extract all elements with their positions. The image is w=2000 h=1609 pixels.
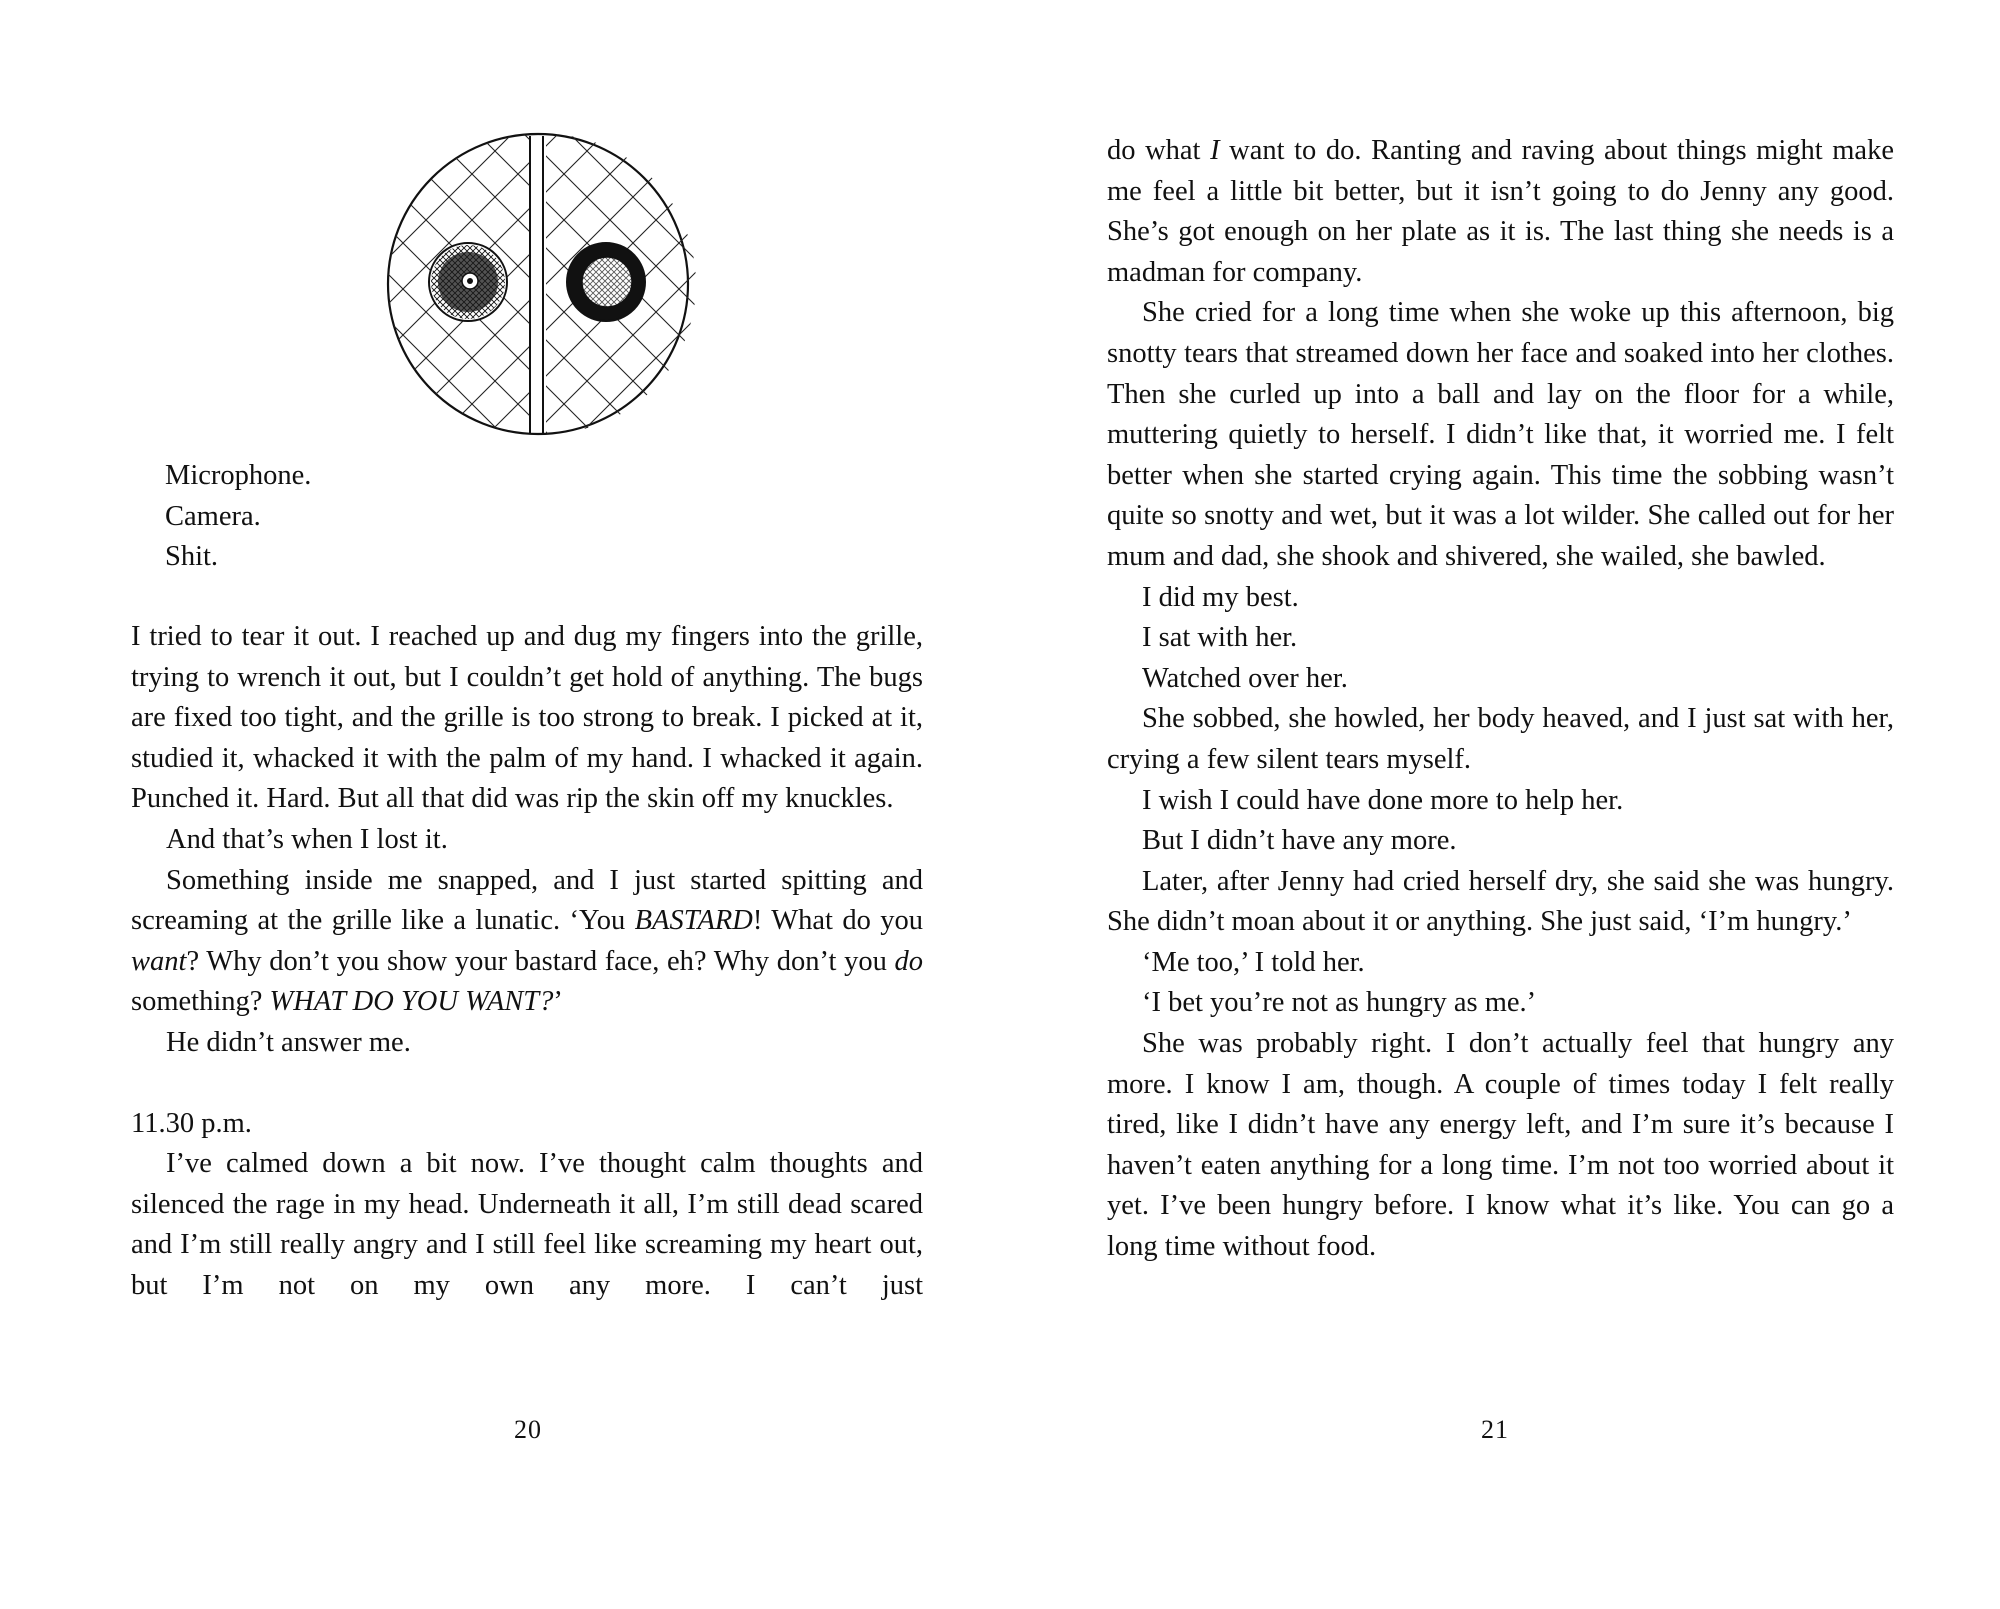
paragraph: I tried to tear it out. I reached up and dug my fingers into the grille, trying to wrench it out, but I couldn’t get hold of anything. The bugs are fixed too tight, and the grille is too strong to break. I picked at it, studied it, whacked it with the palm of my hand. I whacked it again. Punched it. Hard. But all that did was rip the skin off my knuckles. <box>131 621 923 815</box>
right-body-text <box>1107 131 1894 1268</box>
short-line-camera: Camera. <box>165 500 261 532</box>
paragraph: ‘I bet you’re not as hungry as me.’ <box>1142 987 1537 1019</box>
paragraph: Watched over her. <box>1142 662 1348 694</box>
paragraph: She cried for a long time when she woke up this afternoon, big snotty tears that streamed down her face and soaked into her clothes. Then she curled up into a ball and lay on the floor for a while, muttering quietly to herself. I didn’t like that, it worried me. I felt better when she started crying again. This time the sobbing wasn’t quite so snotty and wet, but it was a lot wilder. She called out for her mum and dad, she shook and shivered, she wailed, she bawled. <box>1107 297 1894 572</box>
paragraph: She was probably right. I don’t actually feel that hungry any more. I know I am, though. A couple of times today I felt really tired, like I didn’t have any energy left, and I’m sure it’s because I haven’t eaten anything for a long time. I’m not too worried about it yet. I’ve been hungry before. I know what it’s like. You can go a long time without food. <box>1107 1028 1894 1263</box>
paragraph: I’ve calmed down a bit now. I’ve thought calm thoughts and silenced the rage in my head. Underneath it all, I’m still dead scared and I’m still really angry and I still feel like screaming my heart out, but I’m not on my own any more. I can’t just <box>131 1148 923 1301</box>
paragraph: Something inside me snapped, and I just started spitting and screaming at the grille like a lunatic. ‘You BASTARD! What do you want? Why don’t you show your bastard face, eh? Why don’t you do something? WHAT DO YOU WANT?’ <box>131 864 923 1018</box>
paragraph: Later, after Jenny had cried herself dry, she said she was hungry. She didn’t moan about it or anything. She just said, ‘I’m hungry.’ <box>1107 865 1894 938</box>
short-lines <box>165 456 311 578</box>
microphone-grille-illustration <box>380 128 696 440</box>
paragraph: I wish I could have done more to help her. <box>1142 784 1624 816</box>
microphone-icon <box>429 243 507 321</box>
short-line-microphone: Microphone. <box>165 460 312 491</box>
paragraph: But I didn’t have any more. <box>1142 825 1457 857</box>
paragraph: She sobbed, she howled, her body heaved, and I just sat with her, crying a few silent tears myself. <box>1107 703 1894 775</box>
camera-icon <box>567 243 645 321</box>
short-line-shit: Shit. <box>165 541 219 573</box>
paragraph: ‘Me too,’ I told her. <box>1142 946 1365 978</box>
page-number: 21 <box>1481 1415 1509 1444</box>
left-body-text <box>131 617 923 1307</box>
paragraph: He didn’t answer me. <box>166 1026 411 1058</box>
paragraph: I sat with her. <box>1142 622 1298 654</box>
paragraph: do what I want to do. Ranting and raving about things might make me feel a little bit better, but it isn’t going to do Jenny any good. She’s got enough on her plate as it is. The last thing she needs is a madman for company. <box>1107 135 1894 288</box>
page-number: 20 <box>514 1415 542 1444</box>
paragraph: I did my best. <box>1142 581 1299 613</box>
right-page <box>1000 0 2000 1609</box>
paragraph: And that’s when I lost it. <box>166 823 448 855</box>
time-heading: 11.30 p.m. <box>131 1107 252 1139</box>
